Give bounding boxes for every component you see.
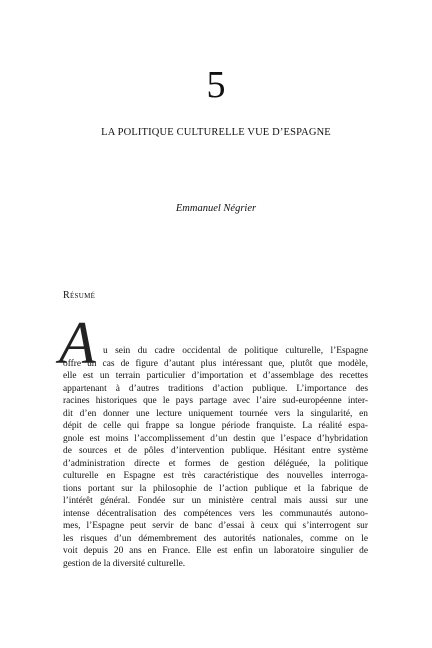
abstract-line: intense décentralisation des compétences vers les communautés autono- [63,508,368,519]
abstract-line: gnole est moins l’accomplissement d’un destin que l’espace d’hybridation [63,433,368,444]
abstract-line: mes, l’Espagne peut servir de banc d’essai à ceux qui s’interrogent sur [63,521,368,531]
abstract-line: dépit de celle qui frappe sa longue période franquiste. La réalité espa- [63,421,368,431]
abstract-line: dit d’en donner une lecture uniquement tournée vers la singularité, en [63,408,368,419]
abstract-line: offre un cas de figure d’autant plus intéressant que, plutôt que modèle, [63,358,368,369]
abstract-line: u sein du cadre occidental de politique culturelle, l’Espagne [103,346,368,356]
abstract-line: racines historiques que le pays partage avec l’aire sud-européenne inter- [63,396,368,406]
chapter-number: 5 [206,64,226,106]
chapter-author: Emmanuel Négrier [175,203,257,214]
abstract-line: de sources et de pôles d’intervention publique. Hésitant entre système [63,446,368,456]
abstract-line: les risques d’un démembrement des autorités nationales, comme on le [63,533,368,544]
abstract-line: l’intérêt général. Fondée sur un ministère central mais aussi sur une [63,496,368,506]
abstract-line: tions portant sur la philosophie de l’action publique et la fabrique de [63,483,368,494]
drop-cap: A [59,310,96,376]
resume-abstract [59,310,368,570]
abstract-line: culturelle en Espagne est très caractéristique des nouvelles interroga- [63,471,368,481]
abstract-line: gestion de la diversité culturelle. [63,558,186,569]
resume-heading: Résumé [63,290,96,301]
abstract-line: elle est un terrain particulier d’importation et d’assemblage des recettes [63,371,368,381]
abstract-line: voit depuis 20 ans en France. Elle est enfin un laboratoire singulier de [63,546,368,556]
chapter-title: LA POLITIQUE CULTURELLE VUE D’ESPAGNE [101,127,331,138]
abstract-line: appartenant à d’autres traditions d’action publique. L’importance des [63,383,368,394]
abstract-line: d’administration directe et formes de gestion déléguée, la politique [63,458,368,469]
